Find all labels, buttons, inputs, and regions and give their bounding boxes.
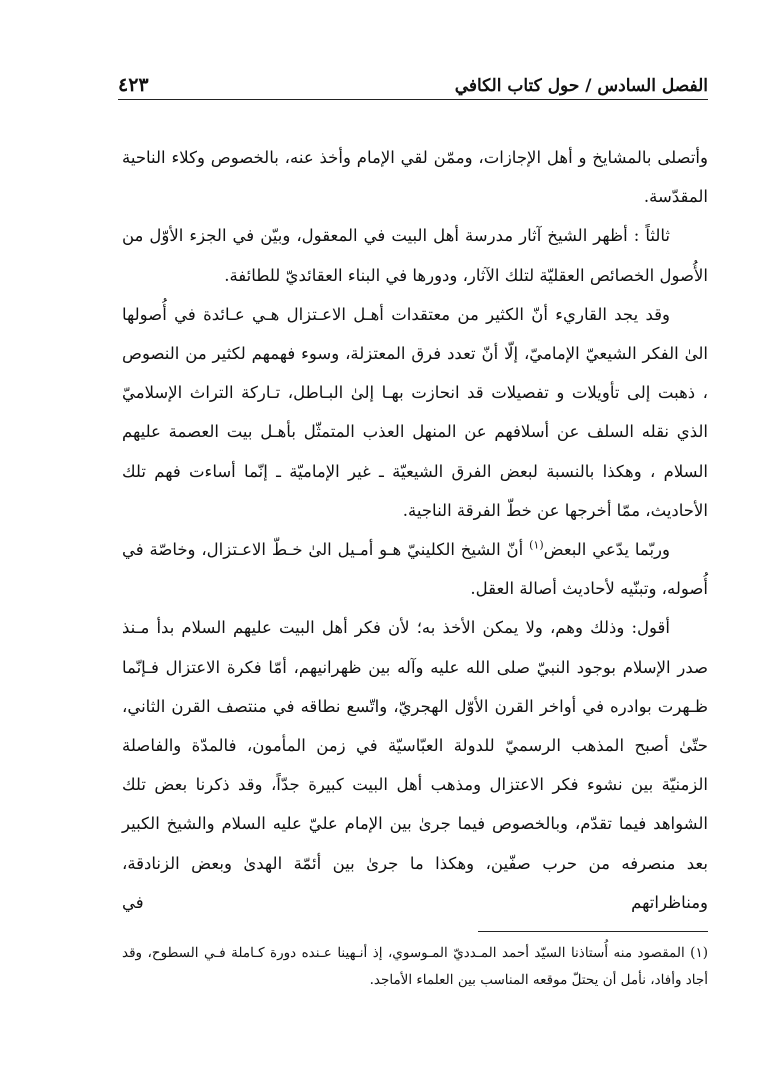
paragraph-mutazila: وقد يجد القاريء أنّ الكثير من معتقدات أهـل الاعـتزال هـي عـائدة في أُصولها الىٰ الفكر الشيعيّ الإماميّ، إلّا أنّ تعدد فرق المعتزلة، وسوء فهمهم لكثير من النصوص ، ذهبت إلى تأويلات و تفصيلات قد انحازت بهـا إلىٰ البـاطل، تـاركة التراث الإسلاميّ الذي نقله السلف عن أسلافهم عن المنهل العذب المتمثّل بأهـل بيت العصمة عليهم السلام ، وهكذا بالنسبة لبعض الفرق الشيعيّة ـ غير الإماميّة ـ إنّما أساءت فهم تلك الأحاديث، ممّا أخرجها عن خطّ الفرقة الناجية. (122, 304, 708, 520)
paragraph-thirdly: ثالثاً : أظهر الشيخ آثار مدرسة أهل البيت في المعقول، وبيّن في الجزء الأوّل من الأُصول الخصائص العقليّة لتلك الآثار، ودورها في البناء العقائديّ للطائفة. (122, 226, 708, 285)
footnotes (122, 940, 708, 994)
header-divider (118, 99, 708, 100)
paragraph-claim (122, 530, 708, 608)
claim-text-start: وربّما يدّعي البعض (543, 540, 670, 560)
page-number: ٤٢٣ (118, 74, 149, 96)
paragraph-response: أقول: وذلك وهم، ولا يمكن الأخذ به؛ لأن فكر أهل البيت عليهم السلام بدأ مـنذ صدر الإسلام بوجود النبيّ صلى الله عليه وآله بين ظهرانيهم، أمّا فكرة الاعتزال فـإنّما ظـهرت بوادره في أواخر القرن الأوّل الهجريّ، واتّسع نطاقه في منتصف القرن الثاني، حتّىٰ أصبح المذهب الرسميّ للدولة العبّاسيّة في زمن المأمون، فالمدّة والفاصلة الزمنيّة بين نشوء فكر الاعتزال ومذهب أهل البيت كبيرة جدّاً، وقد ذكرنا بعض تلك الشواهد فيما تقدّم، وبالخصوص فيما جرىٰ بين الإمام عليّ عليه السلام والشيخ الكبير بعد منصرفه من حرب صفّين، وهكذا ما جرىٰ بين أئمّة الهدىٰ وبعض الزنادقة، ومناظراتهم في (122, 618, 708, 912)
main-text (122, 138, 708, 922)
footnote-divider (478, 931, 708, 932)
claim-text-end: أنّ الشيخ الكلينيّ هـو أمـيل الىٰ خـطّ الاعـتزال، وخاصّة في أُصوله، وتبنّيه لأحاديث أصالة العقل. (122, 540, 708, 599)
paragraph-continuation: وأتصلى بالمشايخ و أهل الإجازات، وممّن لقي الإمام وأخذ عنه، بالخصوص وكلاء الناحية المقدّسة. (122, 148, 708, 207)
page-header (118, 62, 708, 96)
footnote-reference[interactable]: (١) (529, 538, 544, 552)
running-title: الفصل السادس / حول كتاب الكافي (454, 76, 708, 96)
footnote-1: (١) المقصود منه أُستاذنا السيّد أحمد المـدديّ المـوسوي، إذ أنـهينا عـنده دورة كـاملة فـي السطوح، وقد أجاد وأفاد، نأمل أن يحتلّ موقعه المناسب بين العلماء الأماجد. (122, 945, 708, 988)
